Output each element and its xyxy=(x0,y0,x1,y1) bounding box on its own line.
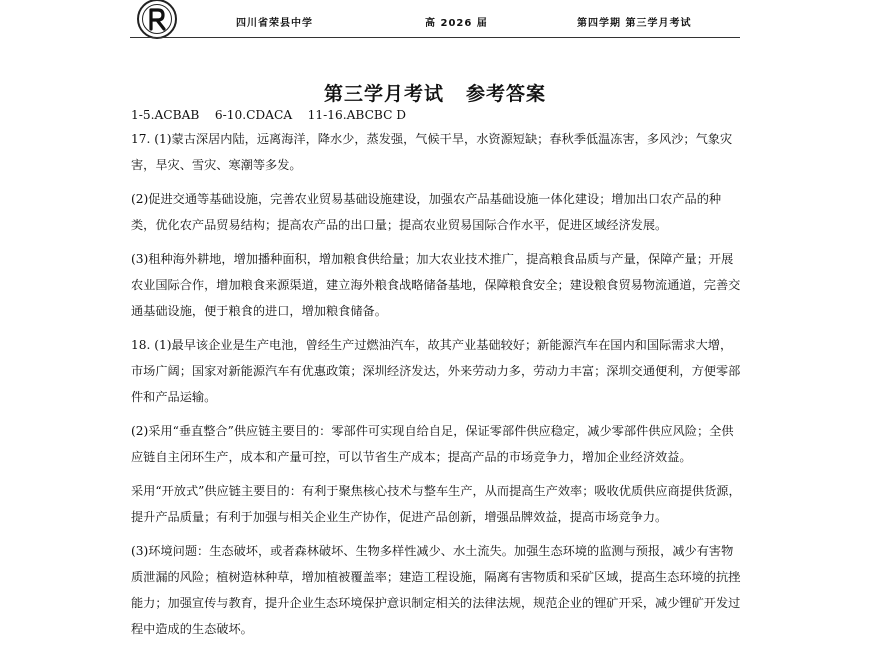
header-grade: 高 2026 届 xyxy=(425,18,488,29)
header-exam-name: 第四学期 第三学月考试 xyxy=(577,18,692,29)
school-logo-icon xyxy=(132,0,182,46)
page-title xyxy=(0,79,870,106)
q18-part3: (3)环境问题：生态破坏，或者森林破坏、生物多样性减少、水土流失。加强生态环境的监测与预报，减少有害物质泄漏的风险；植树造林种草，增加植被覆盖率；建造工程设施，隔离有害物质和采矿区域，提高生态环境的抗挫能力；加强宣传与教育，提升企业生态环境保护意识制定相关的法律法规，规范企业的锂矿开采，减少锂矿开发过程中造成的生态破坏。 xyxy=(131,544,741,636)
q17-part2: (2)促进交通等基础设施，完善农业贸易基础设施建设，加强农产品基础设施一体化建设；增加出口农产品的种类，优化农产品贸易结构；提高农产品的出口量；提高农业贸易国际合作水平，促进区域经济发展。 xyxy=(131,192,722,232)
q18-part2-vertical: (2)采用“垂直整合”供应链主要目的：零部件可实现自给自足，保证零部件供应稳定，减少零部件供应风险；全供应链自主闭环生产，成本和产量可控，可以节省生产成本；提高产品的市场竞争力，增加企业经济效益。 xyxy=(131,424,734,464)
q17-part1: 17. (1)蒙古深居内陆，远离海洋，降水少，蒸发强，气候干旱，水资源短缺；春秋季低温冻害，多风沙；气象灾害，旱灾、雪灾、寒潮等多发。 xyxy=(131,132,733,172)
title-sub: 参考答案 xyxy=(466,83,547,105)
header-school-name: 四川省荣县中学 xyxy=(236,18,313,29)
q18-part1: 18. (1)最早该企业是生产电池，曾经生产过燃油汽车，故其产业基础较好；新能源汽车在国内和国际需求大增，市场广阔；国家对新能源汽车有优惠政策；深圳经济发达，外来劳动力多，劳动力丰富；深圳交通便利，方便零部件和产品运输。 xyxy=(131,338,741,404)
title-main: 第三学月考试 xyxy=(323,83,444,105)
answer-body xyxy=(131,104,741,650)
multiple-choice-answers: 1-5.ACBAB 6-10.CDACA 11-16.ABCBC D xyxy=(131,108,407,122)
header-divider xyxy=(130,37,740,38)
q18-part2-open: 采用“开放式”供应链主要目的：有利于聚焦核心技术与整车生产，从而提高生产效率；吸收优质供应商提供货源，提升产品质量；有利于加强与相关企业生产协作，促进产品创新，增强品牌效益，提高市场竞争力。 xyxy=(131,484,741,524)
q17-part3: (3)租种海外耕地，增加播种面积，增加粮食供给量；加大农业技术推广，提高粮食品质与产量，保障产量；开展农业国际合作，增加粮食来源渠道，建立海外粮食战略储备基地，保障粮食安全；建设粮食贸易物流通道，完善交通基础设施，便于粮食的进口，增加粮食储备。 xyxy=(131,252,741,318)
